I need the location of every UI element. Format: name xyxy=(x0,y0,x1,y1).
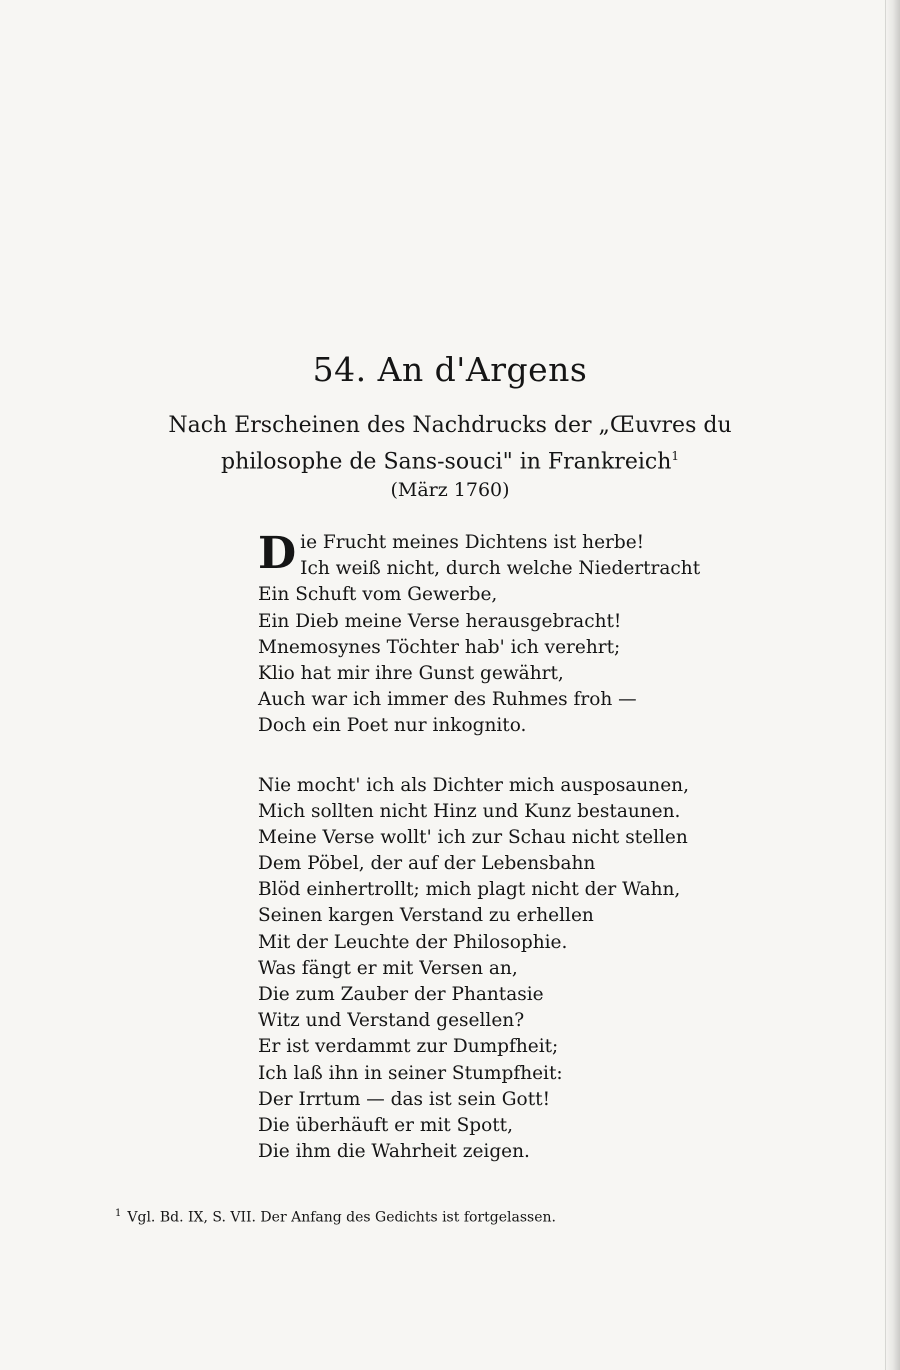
subtitle-text: Nach Erscheinen des Nachdrucks der „Œuvres du philosophe de Sans-souci" in Frankreich xyxy=(168,413,732,475)
poem-line: Ich weiß nicht, durch welche Niedertracht xyxy=(300,558,701,580)
poem-line: Blöd einhertrollt; mich plagt nicht der Wahn, xyxy=(258,879,681,901)
poem-line: Er ist verdammt zur Dumpfheit; xyxy=(258,1036,559,1058)
poem-line: Mnemosynes Töchter hab' ich verehrt; xyxy=(258,636,621,658)
poem-subtitle xyxy=(105,410,795,477)
poem-line: Mich sollten nicht Hinz und Kunz bestaunen. xyxy=(258,800,681,822)
poem-line: Dem Pöbel, der auf der Lebensbahn xyxy=(258,853,596,875)
poem-line: Ich laß ihn in seiner Stumpfheit: xyxy=(258,1062,563,1084)
poem-body xyxy=(258,530,818,1165)
poem-line: Witz und Verstand gesellen? xyxy=(258,1010,525,1032)
footnote-mark: 1 xyxy=(115,1208,122,1219)
poem-line: Klio hat mir ihre Gunst gewährt, xyxy=(258,662,564,684)
stanza-2 xyxy=(258,773,818,1166)
poem-line: Nie mocht' ich als Dichter mich ausposaunen, xyxy=(258,774,689,796)
poem-title: 54. An d'Argens xyxy=(312,350,588,389)
poem-line: Doch ein Poet nur inkognito. xyxy=(258,715,527,737)
poem-date: (März 1760) xyxy=(390,479,510,501)
poem-line: Meine Verse wollt' ich zur Schau nicht stellen xyxy=(258,826,688,848)
poem-line: Was fängt er mit Versen an, xyxy=(258,957,518,979)
poem-line: Die ihm die Wahrheit zeigen. xyxy=(258,1141,530,1163)
page-edge-line xyxy=(885,0,886,1370)
poem-line: Ein Dieb meine Verse herausgebracht! xyxy=(258,610,622,632)
stanza-1 xyxy=(258,530,818,740)
poem-line: Auch war ich immer des Ruhmes froh — xyxy=(258,689,637,711)
footnote xyxy=(115,1208,815,1226)
subtitle-footnote-ref: 1 xyxy=(671,449,680,463)
poem-line: ie Frucht meines Dichtens ist herbe! xyxy=(300,532,645,553)
poem-line: Mit der Leuchte der Philosophie. xyxy=(258,931,568,953)
poem-line: Die zum Zauber der Phantasie xyxy=(258,984,544,1005)
poem-line: Die überhäuft er mit Spott, xyxy=(258,1114,513,1136)
footnote-text: Vgl. Bd. IX, S. VII. Der Anfang des Gedichts ist fortgelassen. xyxy=(127,1209,556,1226)
poem-line: Der Irrtum — das ist sein Gott! xyxy=(258,1088,550,1110)
poem-line: Ein Schuft vom Gewerbe, xyxy=(258,584,498,606)
poem-line: Seinen kargen Verstand zu erhellen xyxy=(258,905,594,927)
page-edge-shadow xyxy=(884,0,900,1370)
drop-cap: D xyxy=(258,528,297,579)
